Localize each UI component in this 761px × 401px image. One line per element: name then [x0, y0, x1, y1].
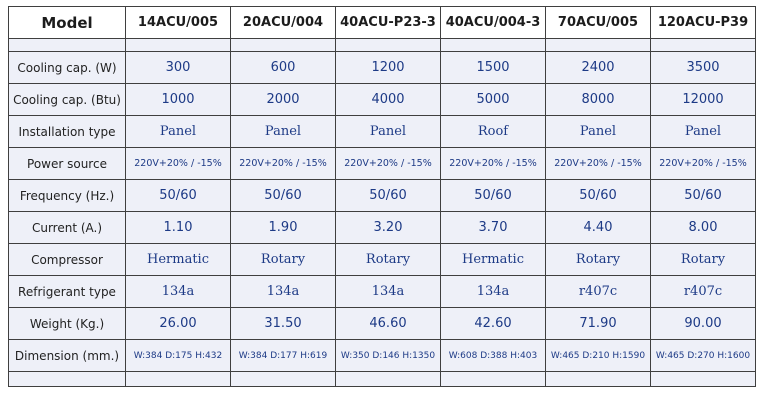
spacer-cell — [126, 372, 231, 387]
value-cell: Rotary — [231, 244, 336, 276]
spacer-cell — [336, 39, 441, 52]
table-row — [9, 212, 756, 244]
value-cell: 50/60 — [546, 180, 651, 212]
spacer-row — [9, 39, 756, 52]
value-cell: W:350 D:146 H:1350 — [336, 340, 441, 372]
row-label: Refrigerant type — [9, 276, 126, 308]
value-cell: r407c — [546, 276, 651, 308]
value-cell: 31.50 — [231, 308, 336, 340]
value-cell: Rotary — [336, 244, 441, 276]
table-row — [9, 116, 756, 148]
model-name: 40ACU-P23-3 — [336, 7, 441, 39]
spacer-cell — [546, 372, 651, 387]
spacer-cell — [9, 39, 126, 52]
spacer-cell — [651, 39, 756, 52]
spacer-cell — [336, 372, 441, 387]
value-cell: 1000 — [126, 84, 231, 116]
specification-table — [8, 6, 756, 387]
spacer-cell — [546, 39, 651, 52]
value-cell: 50/60 — [231, 180, 336, 212]
value-cell: Rotary — [546, 244, 651, 276]
spacer-cell — [9, 372, 126, 387]
value-cell: 3.70 — [441, 212, 546, 244]
value-cell: Panel — [231, 116, 336, 148]
value-cell: 220V+20% / -15% — [336, 148, 441, 180]
value-cell: 90.00 — [651, 308, 756, 340]
spacer-cell — [126, 39, 231, 52]
table-body — [9, 39, 756, 387]
value-cell: 50/60 — [336, 180, 441, 212]
value-cell: 26.00 — [126, 308, 231, 340]
row-label: Power source — [9, 148, 126, 180]
row-label: Compressor — [9, 244, 126, 276]
value-cell: 220V+20% / -15% — [126, 148, 231, 180]
table-row — [9, 276, 756, 308]
spacer-cell — [441, 372, 546, 387]
model-name: 70ACU/005 — [546, 7, 651, 39]
value-cell: 220V+20% / -15% — [231, 148, 336, 180]
value-cell: 3.20 — [336, 212, 441, 244]
value-cell: W:465 D:270 H:1600 — [651, 340, 756, 372]
value-cell: 1.10 — [126, 212, 231, 244]
value-cell: 50/60 — [126, 180, 231, 212]
table-header — [9, 7, 756, 39]
value-cell: 8000 — [546, 84, 651, 116]
value-cell: 1500 — [441, 52, 546, 84]
value-cell: Hermatic — [126, 244, 231, 276]
value-cell: 3500 — [651, 52, 756, 84]
value-cell: Hermatic — [441, 244, 546, 276]
table-row — [9, 148, 756, 180]
spacer-cell — [651, 372, 756, 387]
model-name: 120ACU-P39 — [651, 7, 756, 39]
value-cell: 2400 — [546, 52, 651, 84]
model-name: 40ACU/004-3 — [441, 7, 546, 39]
table-row — [9, 340, 756, 372]
row-label: Installation type — [9, 116, 126, 148]
spacer-cell — [231, 39, 336, 52]
row-label: Current (A.) — [9, 212, 126, 244]
row-label: Weight (Kg.) — [9, 308, 126, 340]
value-cell: 50/60 — [441, 180, 546, 212]
value-cell: Panel — [336, 116, 441, 148]
value-cell: Rotary — [651, 244, 756, 276]
value-cell: 220V+20% / -15% — [651, 148, 756, 180]
value-cell: 1.90 — [231, 212, 336, 244]
model-name: 14ACU/005 — [126, 7, 231, 39]
value-cell: 1200 — [336, 52, 441, 84]
spacer-row — [9, 372, 756, 387]
value-cell: 12000 — [651, 84, 756, 116]
spacer-cell — [231, 372, 336, 387]
value-cell: 46.60 — [336, 308, 441, 340]
model-name: 20ACU/004 — [231, 7, 336, 39]
table-row — [9, 244, 756, 276]
spacer-cell — [441, 39, 546, 52]
value-cell: Roof — [441, 116, 546, 148]
value-cell: 134a — [441, 276, 546, 308]
value-cell: 220V+20% / -15% — [441, 148, 546, 180]
value-cell: 134a — [231, 276, 336, 308]
header-row — [9, 7, 756, 39]
value-cell: 42.60 — [441, 308, 546, 340]
value-cell: 134a — [126, 276, 231, 308]
value-cell: 4000 — [336, 84, 441, 116]
value-cell: Panel — [651, 116, 756, 148]
table-row — [9, 84, 756, 116]
value-cell: r407c — [651, 276, 756, 308]
value-cell: 71.90 — [546, 308, 651, 340]
table-row — [9, 52, 756, 84]
value-cell: Panel — [546, 116, 651, 148]
value-cell: 220V+20% / -15% — [546, 148, 651, 180]
value-cell: Panel — [126, 116, 231, 148]
value-cell: 2000 — [231, 84, 336, 116]
value-cell: W:384 D:175 H:432 — [126, 340, 231, 372]
value-cell: 5000 — [441, 84, 546, 116]
row-label: Frequency (Hz.) — [9, 180, 126, 212]
table-row — [9, 180, 756, 212]
value-cell: W:384 D:177 H:619 — [231, 340, 336, 372]
row-label: Cooling cap. (W) — [9, 52, 126, 84]
value-cell: 300 — [126, 52, 231, 84]
model-header: Model — [9, 7, 126, 39]
value-cell: W:608 D:388 H:403 — [441, 340, 546, 372]
row-label: Dimension (mm.) — [9, 340, 126, 372]
value-cell: 4.40 — [546, 212, 651, 244]
value-cell: 600 — [231, 52, 336, 84]
value-cell: 8.00 — [651, 212, 756, 244]
row-label: Cooling cap. (Btu) — [9, 84, 126, 116]
value-cell: 134a — [336, 276, 441, 308]
value-cell: 50/60 — [651, 180, 756, 212]
value-cell: W:465 D:210 H:1590 — [546, 340, 651, 372]
table-row — [9, 308, 756, 340]
